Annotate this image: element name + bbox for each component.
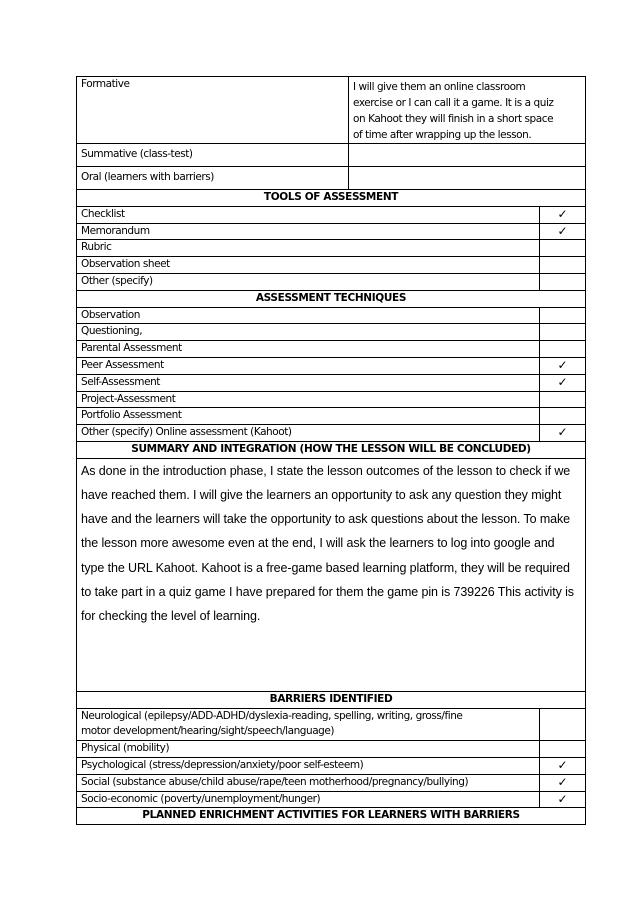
technique-row (77, 374, 586, 391)
checkmark-icon: ✓ (540, 757, 586, 774)
assessment-type-label: Formative (77, 77, 349, 144)
lesson-plan-page (76, 76, 585, 825)
tool-label: Rubric (77, 240, 540, 257)
assessment-type-row (77, 167, 586, 190)
summary-header-row (77, 441, 586, 458)
barrier-label: Neurological (epilepsy/ADD-ADHD/dyslexia-reading, spelling, writing, gross/fine motor development/hearing/sight/speech/language) (77, 708, 540, 741)
assessment-type-description (349, 144, 586, 167)
checkmark-icon (540, 341, 586, 358)
technique-row (77, 324, 586, 341)
summary-header: SUMMARY AND INTEGRATION (HOW THE LESSON WILL BE CONCLUDED) (77, 441, 586, 458)
tools-header: TOOLS OF ASSESSMENT (77, 190, 586, 207)
checkmark-icon: ✓ (540, 774, 586, 791)
tool-label: Other (specify) (77, 273, 540, 290)
assessment-type-cell (77, 167, 586, 190)
barrier-row (77, 741, 586, 758)
checkmark-icon (540, 257, 586, 274)
assessment-type-row (77, 77, 586, 144)
technique-row (77, 307, 586, 324)
checkmark-icon (540, 391, 586, 408)
technique-row (77, 357, 586, 374)
tool-row (77, 206, 586, 223)
techniques-header: ASSESSMENT TECHNIQUES (77, 290, 586, 307)
enrichment-header-row (77, 808, 586, 825)
technique-label: Project-Assessment (77, 391, 540, 408)
checkmark-icon: ✓ (540, 223, 586, 240)
barrier-row (77, 708, 586, 741)
tool-label: Checklist (77, 206, 540, 223)
technique-label: Questioning, (77, 324, 540, 341)
tools-header-row (77, 190, 586, 207)
enrichment-header: PLANNED ENRICHMENT ACTIVITIES FOR LEARNERS WITH BARRIERS (77, 808, 586, 825)
technique-label: Observation (77, 307, 540, 324)
assessment-type-cell (77, 77, 586, 144)
tool-label: Observation sheet (77, 257, 540, 274)
barrier-label: Psychological (stress/depression/anxiety/poor self-esteem) (77, 757, 540, 774)
barriers-header-row (77, 691, 586, 708)
assessment-type-description: I will give them an online classroom exercise or I can call it a game. It is a quiz on Kahoot they will finish in a short space of time after wrapping up the lesson. (349, 77, 586, 144)
technique-row (77, 408, 586, 425)
barriers-header: BARRIERS IDENTIFIED (77, 691, 586, 708)
tool-label: Memorandum (77, 223, 540, 240)
tool-row (77, 257, 586, 274)
assessment-type-row (77, 144, 586, 167)
barrier-row (77, 757, 586, 774)
summary-text: As done in the introduction phase, I state the lesson outcomes of the lesson to check if we have reached them. I will give the learners an opportunity to ask any question they might have and the learners will take the opportunity to ask questions about the lesson. To make the lesson more awesome even at the end, I will ask the learners to log into google and type the URL Kahoot. Kahoot is a free-game based learning platform, they will be required to take part in a quiz game I have prepared for them the game pin is 739226 This activity is for checking the level of learning. (77, 458, 586, 691)
barrier-label: Socio-economic (poverty/unemployment/hunger) (77, 791, 540, 808)
tool-row (77, 223, 586, 240)
checkmark-icon (540, 408, 586, 425)
techniques-header-row (77, 290, 586, 307)
checkmark-icon: ✓ (540, 425, 586, 442)
tool-row (77, 273, 586, 290)
assessment-type-cell (77, 144, 586, 167)
tool-row (77, 240, 586, 257)
barrier-row (77, 774, 586, 791)
summary-row (77, 458, 586, 691)
assessment-type-inner (76, 76, 586, 144)
assessment-type-label: Summative (class-test) (77, 144, 349, 167)
checkmark-icon (540, 240, 586, 257)
barrier-label: Physical (mobility) (77, 741, 540, 758)
assessment-type-label: Oral (learners with barriers) (77, 167, 349, 190)
checkmark-icon (540, 741, 586, 758)
checkmark-icon: ✓ (540, 206, 586, 223)
technique-label: Other (specify) Online assessment (Kahoot) (77, 425, 540, 442)
checkmark-icon (540, 307, 586, 324)
checkmark-icon (540, 324, 586, 341)
assessment-type-description (349, 167, 586, 190)
checkmark-icon: ✓ (540, 374, 586, 391)
checkmark-icon (540, 273, 586, 290)
barrier-row (77, 791, 586, 808)
technique-label: Portfolio Assessment (77, 408, 540, 425)
assessment-table (76, 76, 586, 825)
barrier-label: Social (substance abuse/child abuse/rape/teen motherhood/pregnancy/bullying) (77, 774, 540, 791)
technique-label: Self-Assessment (77, 374, 540, 391)
checkmark-icon (540, 708, 586, 741)
assessment-type-inner (76, 143, 586, 167)
checkmark-icon: ✓ (540, 357, 586, 374)
technique-label: Peer Assessment (77, 357, 540, 374)
checkmark-icon: ✓ (540, 791, 586, 808)
technique-row (77, 391, 586, 408)
assessment-type-inner (76, 166, 586, 190)
technique-label: Parental Assessment (77, 341, 540, 358)
technique-row (77, 425, 586, 442)
technique-row (77, 341, 586, 358)
